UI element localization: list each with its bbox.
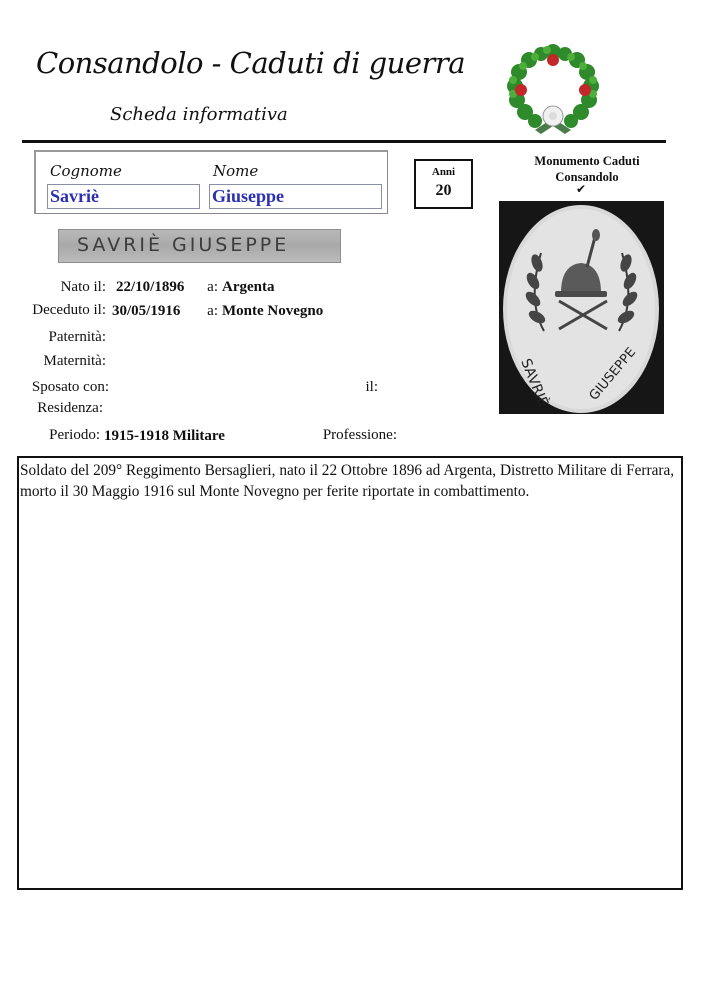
died-place: Monte Novegno — [222, 303, 324, 319]
died-place-label: a: — [207, 303, 218, 319]
cognome-label: Cognome — [50, 162, 122, 180]
header-divider — [22, 140, 666, 143]
page-subtitle: Scheda informativa — [110, 104, 288, 125]
period-value: 1915-1918 Militare — [104, 428, 225, 444]
monument-plaque-photo — [499, 201, 664, 414]
engraved-name-photo: SAVRIÈ GIUSEPPE — [58, 229, 341, 263]
paternity-label: Paternità: — [48, 329, 106, 345]
monument-label: Monumento Caduti Consandolo — [534, 154, 640, 184]
cognome-field[interactable]: Savriè — [47, 184, 200, 209]
nome-label: Nome — [213, 162, 259, 180]
marriage-date-label: il: — [365, 379, 378, 395]
born-place: Argenta — [222, 279, 275, 295]
monument-checkbox[interactable]: ✔ — [575, 182, 587, 196]
age-value: 20 — [435, 182, 452, 199]
born-label: Nato il: — [60, 279, 106, 295]
died-label: Deceduto il: — [32, 302, 106, 318]
plaque-text-name: GIUSEPPE — [586, 345, 640, 404]
plaque-text-surname: SAVRIÈ — [517, 356, 551, 409]
notes-text: Soldato del 209° Reggimento Bersaglieri, nato il 22 Ottobre 1896 ad Argenta, Distretto Militare di Ferrara, morto il 30 Maggio 1916 sul Monte Novegno per ferite riportate in combattimento. — [20, 462, 675, 500]
age-label: Anni — [431, 166, 456, 178]
profession-label: Professione: — [322, 427, 397, 443]
wreath-icon — [505, 42, 601, 138]
period-label: Periodo: — [49, 427, 100, 443]
age-box — [414, 159, 473, 209]
born-place-label: a: — [207, 279, 218, 295]
nome-field[interactable]: Giuseppe — [209, 184, 382, 209]
born-date: 22/10/1896 — [116, 279, 185, 295]
notes-box — [17, 456, 683, 890]
died-date: 30/05/1916 — [112, 303, 181, 319]
spouse-label: Sposato con: — [31, 379, 109, 395]
residence-label: Residenza: — [37, 400, 103, 416]
page-title: Consandolo - Caduti di guerra — [36, 46, 466, 80]
maternity-label: Maternità: — [43, 353, 106, 369]
